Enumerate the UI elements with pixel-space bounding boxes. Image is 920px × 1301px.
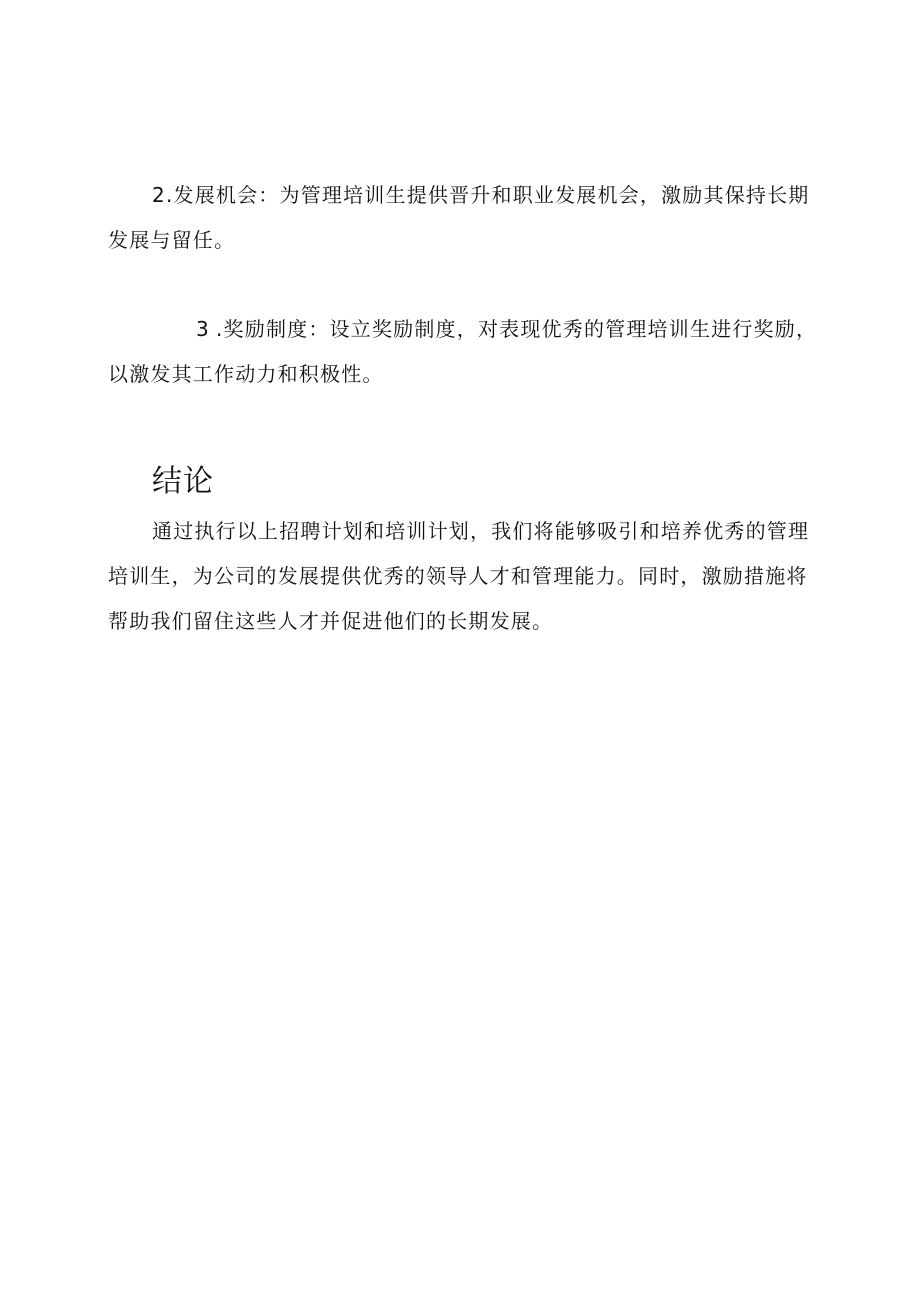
list-item-reward-system [108,307,820,397]
list-item-development-opportunity [108,173,820,263]
list-item-number: 2 [152,183,166,207]
section-heading-conclusion: 结论 [152,464,214,499]
conclusion-text: 通过执行以上招聘计划和培训计划，我们将能够吸引和培养优秀的管理培训生，为公司的发展提供优秀的领导人才和管理能力。同时，激励措施将帮助我们留住这些人才并促进他们的长期发展。 [108,519,810,633]
list-item-number: 3 [196,317,210,341]
list-item-paragraph [108,173,820,263]
list-item-text: .奖励制度：设立奖励制度，对表现优秀的管理培训生进行奖励，以激发其工作动力和积极性。 [108,317,818,386]
conclusion-paragraph [108,509,820,644]
list-item-paragraph [108,307,820,397]
list-item-text: .发展机会：为管理培训生提供晋升和职业发展机会，激励其保持长期发展与留任。 [108,183,810,252]
